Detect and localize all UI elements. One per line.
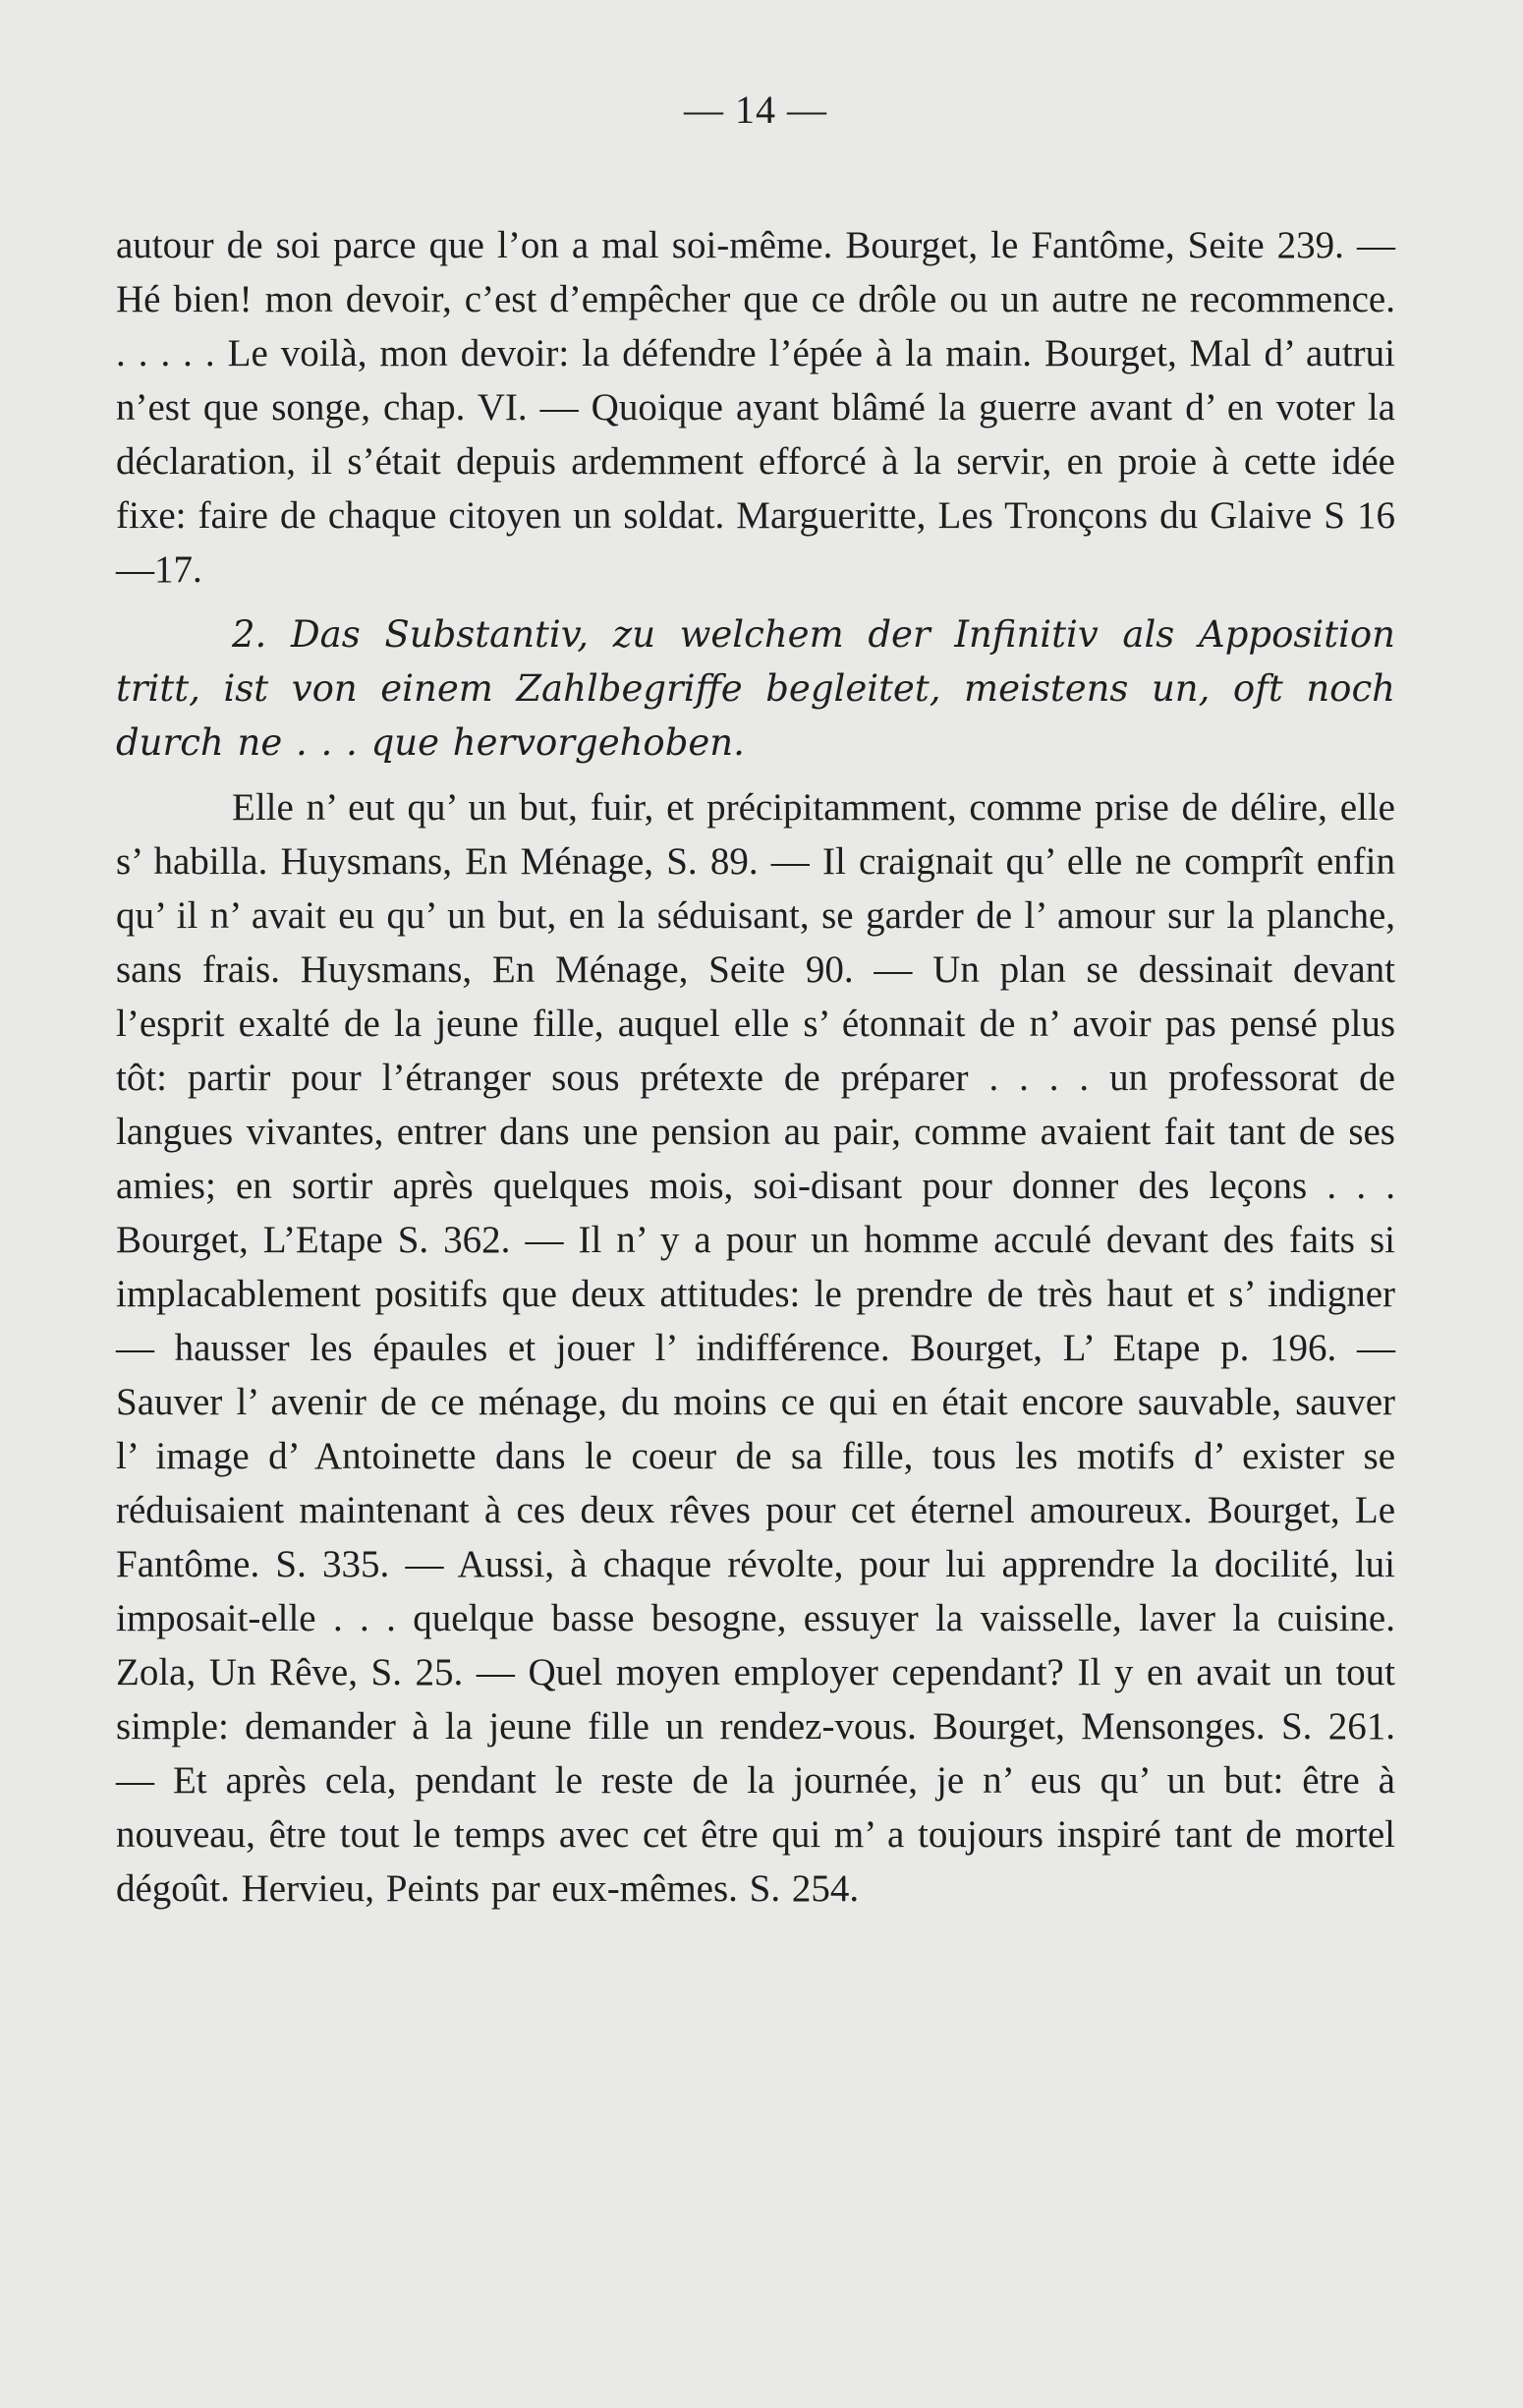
- paragraph-continuation: autour de soi parce que l’on a mal soi-même. Bourget, le Fantôme, Seite 239. — Hé bien! mon devoir, c’est d’empêcher que ce drôle ou un autre ne recommence. . . . . . Le voilà, mon devoir: la défendre l’épée à la main. Bourget, Mal d’ autrui n’est que songe, chap. VI. — Quoique ayant blâmé la guerre avant d’ en voter la déclaration, il s’était depuis ardemment efforcé à la servir, en proie à cette idée fixe: faire de chaque citoyen un soldat. Margueritte, Les Tronçons du Glaive S 16—17.: [116, 224, 1395, 591]
- paragraph-rule-2: 2. Das Substantiv, zu welchem der Infinitiv als Apposition tritt, ist von einem Zahlbegriffe begleitet, meistens un, oft noch durch ne . . . que hervorgehoben.: [116, 613, 1395, 764]
- paragraph-examples: Elle n’ eut qu’ un but, fuir, et précipitamment, comme prise de délire, elle s’ habilla. Huysmans, En Ménage, S. 89. — Il craignait qu’ elle ne comprît enfin qu’ il n’ avait eu qu’ un but, en la séduisant, se garder de l’ amour sur la planche, sans frais. Huysmans, En Ménage, Seite 90. — Un plan se dessinait devant l’esprit exalté de la jeune fille, auquel elle s’ étonnait de n’ avoir pas pensé plus tôt: partir pour l’étranger sous prétexte de préparer . . . . un professorat de langues vivantes, entrer dans une pension au pair, comme avaient fait tant de ses amies; en sortir après quelques mois, soi-disant pour donner des leçons . . . Bourget, L’Etape S. 362. — Il n’ y a pour un homme acculé devant des faits si implacablement positifs que deux attitudes: le prendre de très haut et s’ indigner — hausser les épaules et jouer l’ indifférence. Bourget, L’ Etape p. 196. — Sauver l’ avenir de ce ménage, du moins ce qui en était encore sauvable, sauver l’ image d’ Antoinette dans le coeur de sa fille, tous les motifs d’ exister se réduisaient maintenant à ces deux rêves pour cet éternel amoureux. Bourget, Le Fantôme. S. 335. — Aussi, à chaque révolte, pour lui apprendre la docilité, lui imposait-elle . . . quelque basse besogne, essuyer la vaisselle, laver la cuisine. Zola, Un Rêve, S. 25. — Quel moyen employer cependant? Il y en avait un tout simple: demander à la jeune fille un rendez-vous. Bourget, Mensonges. S. 261. — Et après cela, pendant le reste de la journée, je n’ eus qu’ un but: être à nouveau, être tout le temps avec cet être qui m’ a toujours inspiré tant de mortel dégoût. Hervieu, Peints par eux-mêmes. S. 254.: [116, 786, 1395, 1910]
- page-number: — 14 —: [684, 87, 827, 132]
